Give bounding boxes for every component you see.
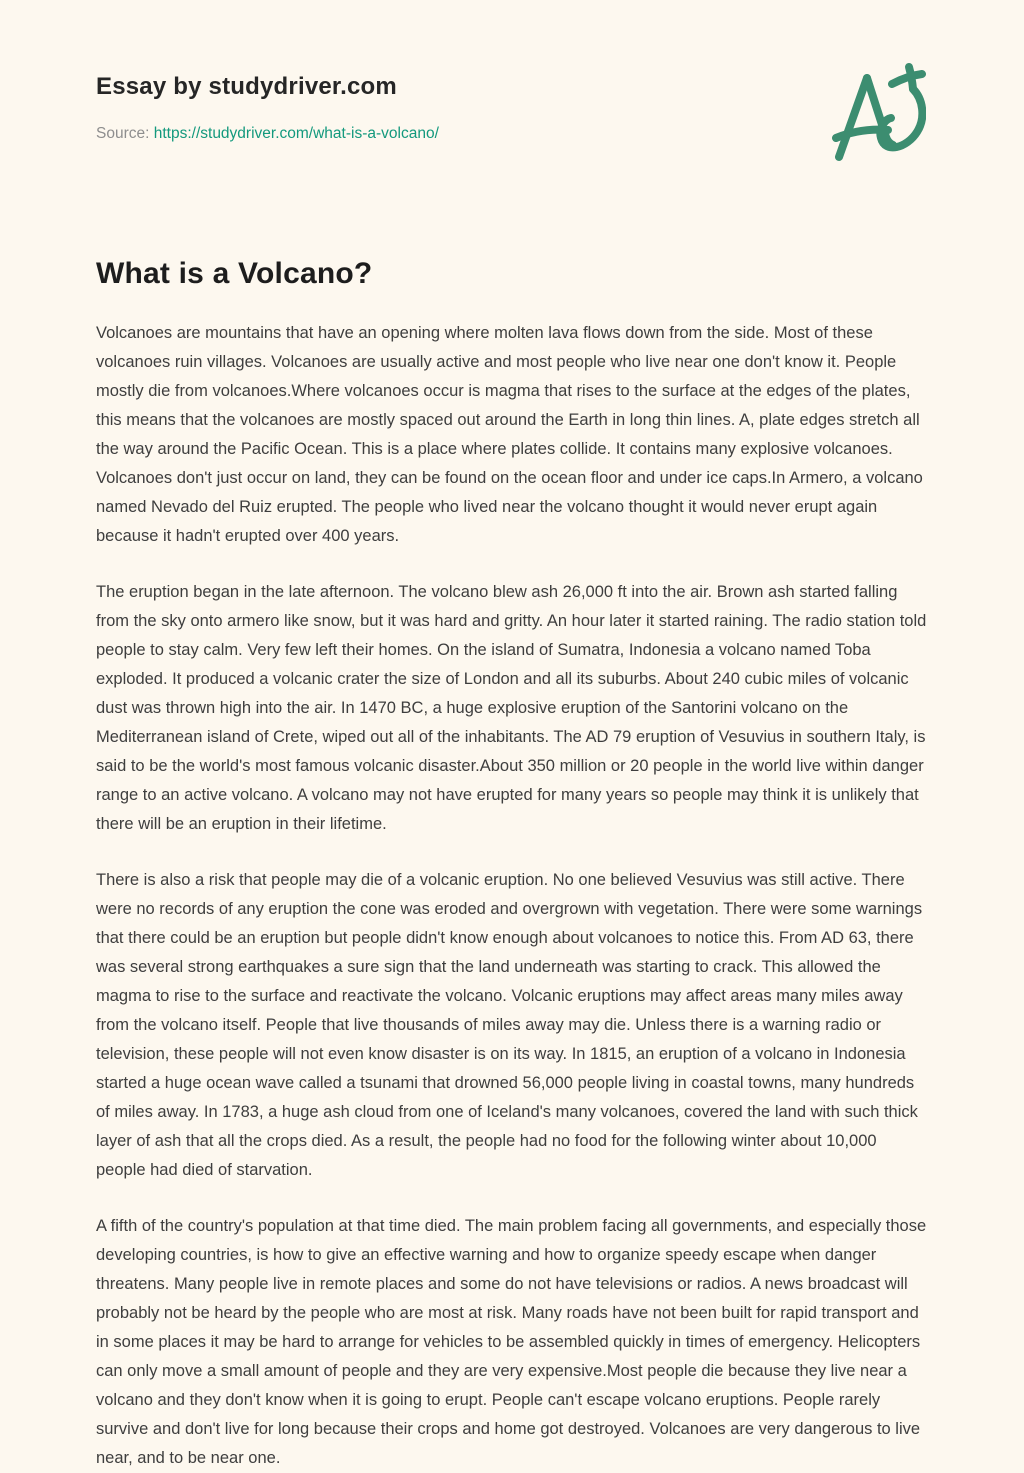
- studydriver-a-plus-logo: [826, 62, 926, 168]
- page-header: [96, 72, 928, 144]
- a-plus-icon: [826, 155, 926, 172]
- article-paragraph-1: Volcanoes are mountains that have an opening where molten lava flows down from the side. Most of these volcanoes ruin villages. Volcanoes are usually active and most people who live near one don't know it. People mostly die from volcanoes.Where volcanoes occur is magma that rises to the surface at the edges of the plates, this means that the volcanoes are mostly spaced out around the Earth in long thin lines. A, plate edges stretch all the way around the Pacific Ocean. This is a place where plates collide. It contains many explosive volcanoes. Volcanoes don't just occur on land, they can be found on the ocean floor and under ice caps.In Armero, a volcano named Nevado del Ruiz erupted. The people who lived near the volcano thought it would never erupt again because it hadn't erupted over 400 years.: [96, 324, 923, 545]
- article-paragraph-4: A fifth of the country's population at that time died. The main problem facing all governments, and especially those developing countries, is how to give an effective warning and how to organize speedy escape when danger threatens. Many people live in remote places and some do not have televisions or radios. A news broadcast will probably not be heard by the people who are most at risk. Many roads have not been built for rapid transport and in some places it may be hard to arrange for vehicles to be assembled quickly in times of emergency. Helicopters can only move a small amount of people and they are very expensive.Most people die because they live near a volcano and they don't know when it is going to erupt. People can't escape volcano eruptions. People rarely survive and don't live for long because their crops and home got destroyed. Volcanoes are very dangerous to live near, and to be near one.: [96, 1217, 927, 1467]
- source-row: [96, 123, 928, 144]
- article-paragraph-3: There is also a risk that people may die of a volcanic eruption. No one believed Vesuvius was still active. There were no records of any eruption the cone was eroded and overgrown with vegetation. There were some warnings that there could be an eruption but people didn't know enough about volcanoes to notice this. From AD 63, there was several strong earthquakes a sure sign that the land underneath was starting to crack. This allowed the magma to rise to the surface and reactivate the volcano. Volcanic eruptions may affect areas many miles away from the volcano itself. People that live thousands of miles away may die. Unless there is a warning radio or television, these people will not even know disaster is on its way. In 1815, an eruption of a volcano in Indonesia started a huge ocean wave called a tsunami that drowned 56,000 people living in coastal towns, many hundreds of miles away. In 1783, a huge ash cloud from one of Iceland's many volcanoes, covered the land with such thick layer of ash that all the crops died. As a result, the people had no food for the following winter about 10,000 people had died of starvation.: [96, 871, 923, 1179]
- source-link[interactable]: https://studydriver.com/what-is-a-volcano/: [153, 125, 439, 142]
- source-label: Source:: [96, 125, 150, 142]
- article: [96, 256, 928, 1473]
- article-paragraph-2: The eruption began in the late afternoon. The volcano blew ash 26,000 ft into the air. Brown ash started falling from the sky onto armero like snow, but it was hard and gritty. An hour later it started raining. The radio station told people to stay calm. Very few left their homes. On the island of Sumatra, Indonesia a volcano named Toba exploded. It produced a volcanic crater the size of London and all its suburbs. About 240 cubic miles of volcanic dust was thrown high into the air. In 1470 BC, a huge explosive eruption of the Santorini volcano on the Mediterranean island of Crete, wiped out all of the inhabitants. The AD 79 eruption of Vesuvius in southern Italy, is said to be the world's most famous volcanic disaster.About 350 million or 20 people in the world live within danger range to an active volcano. A volcano may not have erupted for many years so people may think it is unlikely that there will be an eruption in their lifetime.: [96, 583, 927, 833]
- site-title: Essay by studydriver.com: [96, 73, 397, 100]
- article-title: What is a Volcano?: [96, 257, 373, 290]
